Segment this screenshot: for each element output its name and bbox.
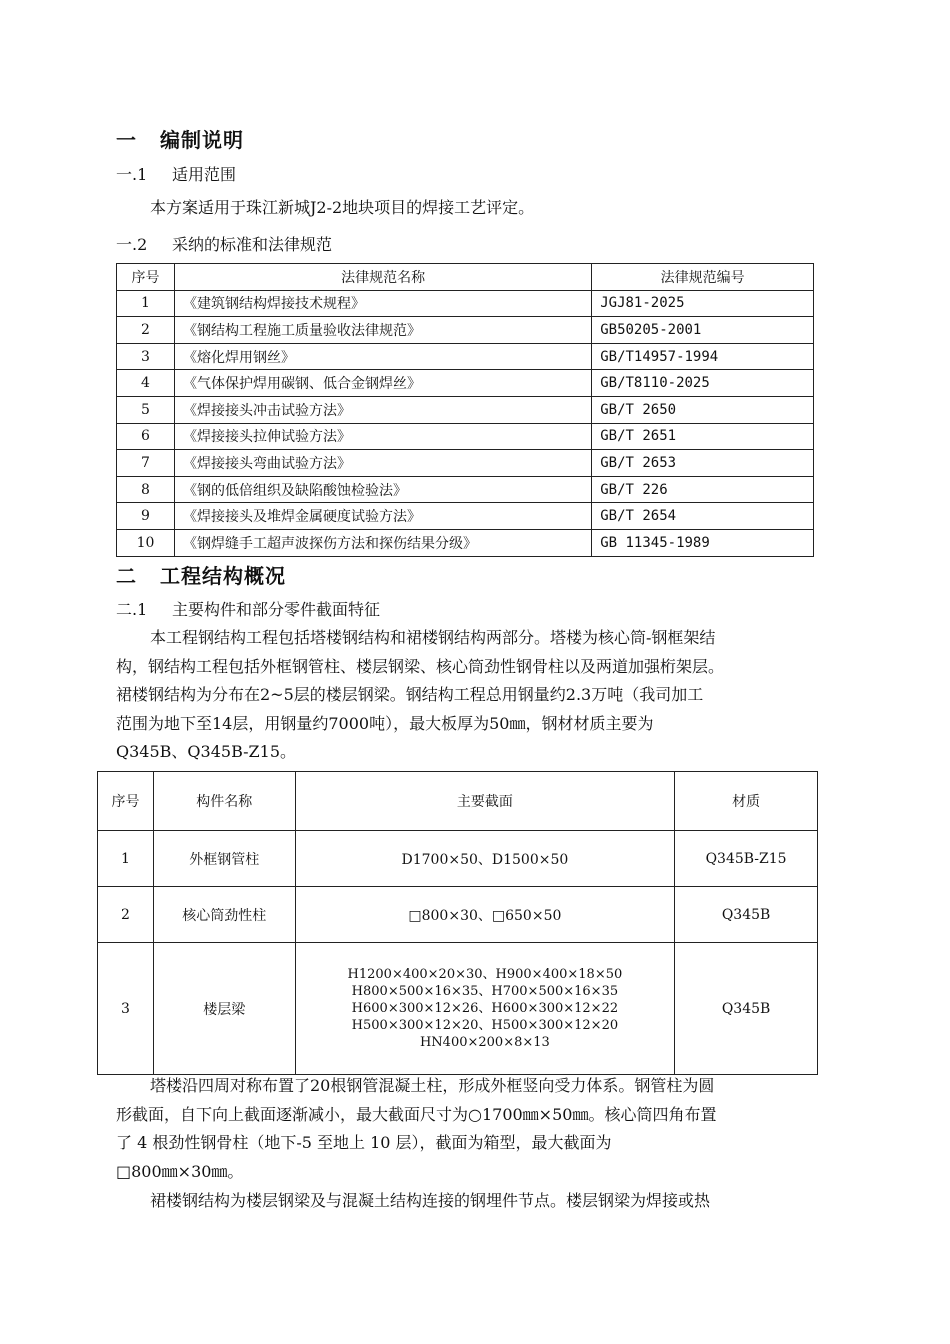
section-line: HN400×200×8×13 bbox=[419, 1035, 550, 1050]
standard-code: JGJ81-2025 bbox=[592, 290, 814, 317]
table-header-row bbox=[117, 264, 814, 291]
paragraph-line: 范围为地下至14层，用钢量约7000吨），最大板厚为50㎜，钢材材质主要为 bbox=[116, 713, 654, 733]
section-line: H600×300×12×26、H600×300×12×22 bbox=[351, 1001, 619, 1016]
row-number: 3 bbox=[117, 343, 175, 370]
paragraph-line: □800㎜×30㎜。 bbox=[116, 1161, 244, 1181]
section-line: H500×300×12×20、H500×300×12×20 bbox=[351, 1018, 619, 1033]
row-number: 9 bbox=[117, 503, 175, 530]
member-name: 楼层梁 bbox=[153, 943, 295, 1075]
header-cell: 序号 bbox=[98, 772, 154, 831]
table-row bbox=[117, 476, 814, 503]
row-number: 1 bbox=[98, 831, 154, 887]
row-number: 6 bbox=[117, 423, 175, 450]
members-table bbox=[97, 771, 818, 1075]
paragraph-line: 裙楼钢结构为分布在2~5层的楼层钢梁。钢结构工程总用钢量约2.3万吨（我司加工 bbox=[116, 685, 704, 704]
standard-name: 《熔化焊用钢丝》 bbox=[174, 343, 591, 370]
paragraph-line: 本工程钢结构工程包括塔楼钢结构和裙楼钢结构两部分。塔楼为核心筒-钢框架结 bbox=[150, 628, 716, 647]
table-row bbox=[98, 887, 818, 943]
scope-paragraph: 本方案适用于珠江新城J2-2地块项目的焊接工艺评定。 bbox=[150, 198, 535, 217]
section-number: 二 bbox=[116, 564, 137, 588]
table-row bbox=[117, 290, 814, 317]
row-number: 8 bbox=[117, 476, 175, 503]
header-cell: 主要截面 bbox=[295, 772, 675, 831]
header-cell: 法律规范编号 bbox=[592, 264, 814, 291]
section-heading-2 bbox=[116, 560, 286, 589]
paragraph-line: 了 4 根劲性钢骨柱（地下-5 至地上 10 层），截面为箱型，最大截面为 bbox=[116, 1133, 612, 1152]
table-row bbox=[117, 370, 814, 397]
member-name: 核心筒劲性柱 bbox=[153, 887, 295, 943]
table-row bbox=[117, 343, 814, 370]
table-row bbox=[98, 943, 818, 1075]
standard-code: GB 11345-1989 bbox=[592, 529, 814, 556]
table-row bbox=[117, 529, 814, 556]
member-section bbox=[295, 943, 675, 1075]
paragraph-line: Q345B、Q345B-Z15。 bbox=[116, 742, 297, 761]
standard-code: GB/T 2650 bbox=[592, 396, 814, 423]
subsection-heading-1-2 bbox=[116, 232, 332, 255]
section-line: H800×500×16×35、H700×500×16×35 bbox=[351, 984, 619, 999]
member-material: Q345B bbox=[675, 943, 818, 1075]
member-material: Q345B-Z15 bbox=[675, 831, 818, 887]
row-number: 2 bbox=[117, 317, 175, 344]
row-number: 2 bbox=[98, 887, 154, 943]
standard-name: 《焊接接头弯曲试验方法》 bbox=[174, 450, 591, 477]
table-row bbox=[117, 503, 814, 530]
standard-code: GB/T14957-1994 bbox=[592, 343, 814, 370]
header-cell: 材质 bbox=[675, 772, 818, 831]
standard-name: 《钢结构工程施工质量验收法律规范》 bbox=[174, 317, 591, 344]
row-number: 5 bbox=[117, 396, 175, 423]
subsection-number: 二.1 bbox=[116, 600, 148, 619]
header-cell: 法律规范名称 bbox=[174, 264, 591, 291]
podium-paragraph bbox=[116, 1187, 836, 1216]
standard-name: 《焊接接头冲击试验方法》 bbox=[174, 396, 591, 423]
standard-code: GB/T 2654 bbox=[592, 503, 814, 530]
paragraph-line: 塔楼沿四周对称布置了20根钢管混凝土柱，形成外框竖向受力体系。钢管柱为圆 bbox=[150, 1076, 715, 1095]
standard-name: 《建筑钢结构焊接技术规程》 bbox=[174, 290, 591, 317]
member-section: □800×30、□650×50 bbox=[295, 887, 675, 943]
subsection-number: 一.2 bbox=[116, 235, 148, 254]
row-number: 3 bbox=[98, 943, 154, 1075]
member-section: D1700×50、D1500×50 bbox=[295, 831, 675, 887]
paragraph-line: 裙楼钢结构为楼层钢梁及与混凝土结构连接的钢埋件节点。楼层钢梁为焊接或热 bbox=[150, 1191, 711, 1210]
table-row bbox=[117, 396, 814, 423]
standard-code: GB50205-2001 bbox=[592, 317, 814, 344]
subsection-number: 一.1 bbox=[116, 165, 148, 184]
section-line: H1200×400×20×30、H900×400×18×50 bbox=[347, 967, 623, 982]
standard-name: 《焊接接头拉伸试验方法》 bbox=[174, 423, 591, 450]
subsection-title: 主要构件和部分零件截面特征 bbox=[172, 600, 381, 619]
standard-name: 《钢的低倍组织及缺陷酸蚀检验法》 bbox=[174, 476, 591, 503]
subsection-title: 采纳的标准和法律规范 bbox=[172, 235, 333, 254]
row-number: 4 bbox=[117, 370, 175, 397]
section-number: 一 bbox=[116, 128, 137, 152]
standard-code: GB/T 2653 bbox=[592, 450, 814, 477]
column-paragraph bbox=[116, 1072, 836, 1186]
table-row bbox=[117, 317, 814, 344]
section-title: 编制说明 bbox=[160, 128, 244, 152]
row-number: 1 bbox=[117, 290, 175, 317]
row-number: 7 bbox=[117, 450, 175, 477]
row-number: 10 bbox=[117, 529, 175, 556]
paragraph-line: 构，钢结构工程包括外框钢管柱、楼层钢梁、核心筒劲性钢骨柱以及两道加强桁架层。 bbox=[116, 656, 725, 676]
table-header-row bbox=[98, 772, 818, 831]
subsection-heading-2-1 bbox=[116, 597, 380, 620]
structure-paragraph bbox=[116, 624, 836, 767]
standard-name: 《钢焊缝手工超声波探伤方法和探伤结果分级》 bbox=[174, 529, 591, 556]
section-title: 工程结构概况 bbox=[160, 564, 286, 588]
header-cell: 构件名称 bbox=[153, 772, 295, 831]
subsection-title: 适用范围 bbox=[172, 165, 237, 184]
table-row bbox=[117, 423, 814, 450]
standard-name: 《气体保护焊用碳钢、低合金钢焊丝》 bbox=[174, 370, 591, 397]
paragraph-line: 形截面，自下向上截面逐渐减小，最大截面尺寸为○1700㎜×50㎜。核心筒四角布置 bbox=[116, 1104, 717, 1124]
standard-code: GB/T 226 bbox=[592, 476, 814, 503]
section-heading-1 bbox=[116, 124, 244, 153]
subsection-heading-1-1 bbox=[116, 162, 236, 185]
standard-name: 《焊接接头及堆焊金属硬度试验方法》 bbox=[174, 503, 591, 530]
member-material: Q345B bbox=[675, 887, 818, 943]
table-row bbox=[98, 831, 818, 887]
standard-code: GB/T8110-2025 bbox=[592, 370, 814, 397]
standards-table bbox=[116, 263, 814, 557]
header-cell: 序号 bbox=[117, 264, 175, 291]
member-name: 外框钢管柱 bbox=[153, 831, 295, 887]
table-row bbox=[117, 450, 814, 477]
standard-code: GB/T 2651 bbox=[592, 423, 814, 450]
